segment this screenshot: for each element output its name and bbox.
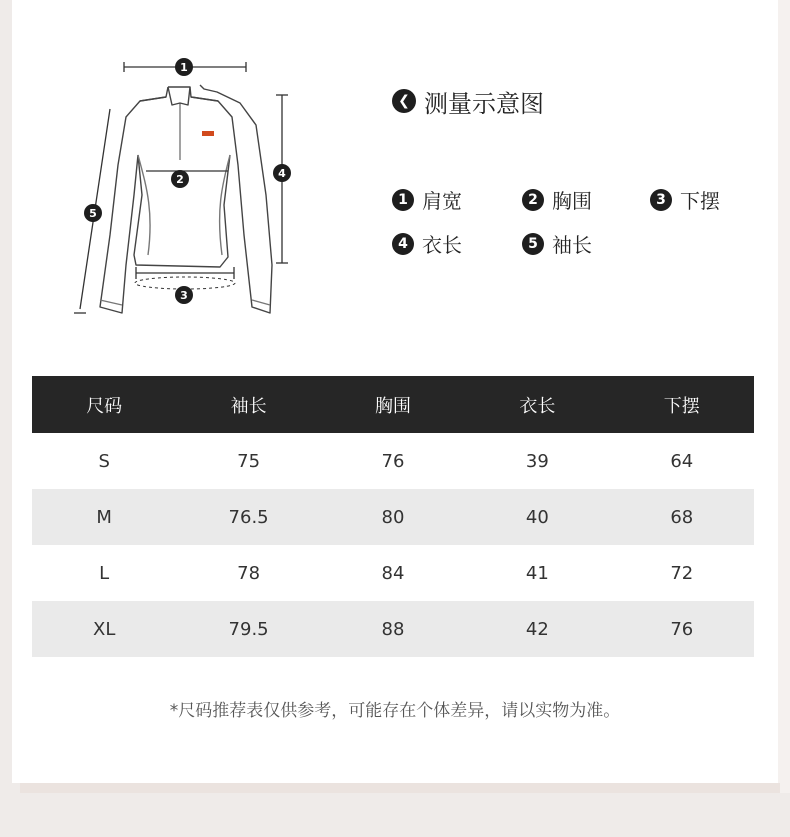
legend-item-length (392, 229, 462, 258)
table-cell: 41 (465, 545, 609, 601)
legend-label: 肩宽 (422, 189, 462, 213)
column-header-chest: 胸围 (321, 376, 465, 433)
number-1-icon: 1 (392, 189, 414, 211)
legend-item-shoulder (392, 185, 462, 214)
size-chart-table (32, 376, 754, 657)
table-cell: 64 (610, 433, 754, 489)
legend-label: 袖长 (552, 233, 592, 257)
column-header-hem: 下摆 (610, 376, 754, 433)
legend-item-chest (522, 185, 592, 214)
table-cell: S (32, 433, 176, 489)
table-cell: XL (32, 601, 176, 657)
diagram-label-1: 1 (180, 61, 188, 74)
table-cell: 68 (610, 489, 754, 545)
bottom-edge-strip (20, 783, 780, 793)
table-cell: 42 (465, 601, 609, 657)
legend-label: 下摆 (680, 189, 720, 213)
diagram-label-5: 5 (89, 207, 97, 220)
table-cell: 79.5 (176, 601, 320, 657)
table-cell: L (32, 545, 176, 601)
legend-label: 衣长 (422, 233, 462, 257)
table-cell: 72 (610, 545, 754, 601)
number-4-icon: 4 (392, 233, 414, 255)
table-cell: 76 (610, 601, 754, 657)
table-header-row (32, 376, 754, 433)
number-3-icon: 3 (650, 189, 672, 211)
diagram-label-2: 2 (176, 173, 184, 186)
table-cell: 78 (176, 545, 320, 601)
legend-label: 胸围 (552, 189, 592, 213)
diagram-labels (84, 58, 291, 304)
column-header-length: 衣长 (465, 376, 609, 433)
table-cell: 75 (176, 433, 320, 489)
table-row (32, 433, 754, 489)
table-cell: M (32, 489, 176, 545)
legend-title (392, 86, 544, 116)
table-row (32, 545, 754, 601)
garment-outline (100, 85, 272, 313)
column-header-sleeve: 袖长 (176, 376, 320, 433)
table-row (32, 489, 754, 545)
diagram-label-3: 3 (180, 289, 188, 302)
chevron-left-icon: ❮ (392, 89, 416, 113)
table-cell: 39 (465, 433, 609, 489)
table-cell: 76 (321, 433, 465, 489)
table-cell: 80 (321, 489, 465, 545)
number-2-icon: 2 (522, 189, 544, 211)
diagram-label-4: 4 (278, 167, 286, 180)
number-5-icon: 5 (522, 233, 544, 255)
legend-item-hem (650, 185, 720, 214)
logo-mark (202, 131, 214, 136)
column-header-size: 尺码 (32, 376, 176, 433)
table-row (32, 601, 754, 657)
right-edge-strip (778, 0, 790, 793)
table-cell: 40 (465, 489, 609, 545)
table-cell: 84 (321, 545, 465, 601)
legend-title-text: 测量示意图 (424, 89, 544, 118)
table-cell: 76.5 (176, 489, 320, 545)
size-disclaimer-note: *尺码推荐表仅供参考，可能存在个体差异，请以实物为准。 (169, 701, 621, 721)
garment-measurement-diagram (70, 45, 310, 325)
table-cell: 88 (321, 601, 465, 657)
legend-item-sleeve (522, 229, 592, 258)
